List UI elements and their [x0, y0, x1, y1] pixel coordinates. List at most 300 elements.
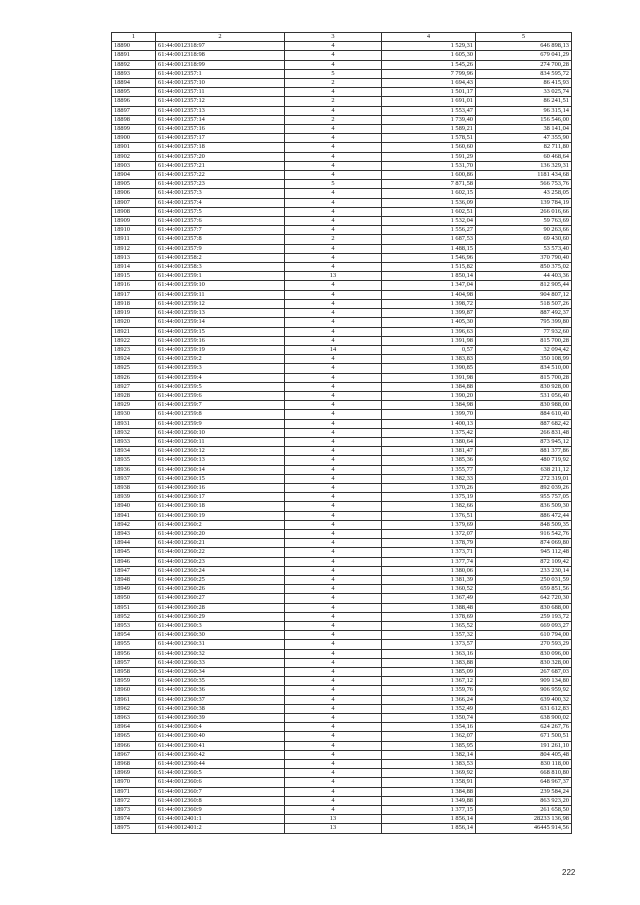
- class-cell: 4: [285, 382, 382, 391]
- value-cell: 830 096,00: [476, 649, 572, 658]
- row-number-cell: 18899: [112, 125, 156, 134]
- value-cell: 518 507,26: [476, 299, 572, 308]
- value-cell: 638 211,12: [476, 465, 572, 474]
- row-number-cell: 18969: [112, 769, 156, 778]
- cadastral-number-cell: 61:44:0012360:37: [156, 695, 285, 704]
- class-cell: 4: [285, 732, 382, 741]
- cadastral-number-cell: 61:44:0012357:13: [156, 106, 285, 115]
- area-cell: 1 380,64: [382, 437, 476, 446]
- cadastral-number-cell: 61:44:0012359:9: [156, 419, 285, 428]
- value-cell: 887 492,37: [476, 309, 572, 318]
- class-cell: 4: [285, 548, 382, 557]
- value-cell: 90 263,66: [476, 226, 572, 235]
- table-row: [112, 668, 572, 677]
- row-number-cell: 18906: [112, 189, 156, 198]
- value-cell: 668 810,80: [476, 769, 572, 778]
- area-cell: 1 399,70: [382, 410, 476, 419]
- row-number-cell: 18943: [112, 529, 156, 538]
- row-number-cell: 18907: [112, 198, 156, 207]
- row-number-cell: 18891: [112, 51, 156, 60]
- class-cell: 4: [285, 60, 382, 69]
- value-cell: 955 757,05: [476, 493, 572, 502]
- table-row: [112, 391, 572, 400]
- table-row: [112, 575, 572, 584]
- cadastral-number-cell: 61:44:0012360:40: [156, 732, 285, 741]
- value-cell: 53 573,40: [476, 244, 572, 253]
- area-cell: 1 369,92: [382, 769, 476, 778]
- class-cell: 4: [285, 355, 382, 364]
- cadastral-number-cell: 61:44:0012359:8: [156, 410, 285, 419]
- value-cell: 916 542,76: [476, 529, 572, 538]
- column-header-cadastral-number: 2: [156, 33, 285, 42]
- value-cell: 32 094,42: [476, 345, 572, 354]
- value-cell: 906 959,92: [476, 686, 572, 695]
- table-row: [112, 272, 572, 281]
- row-number-cell: 18898: [112, 115, 156, 124]
- row-number-cell: 18931: [112, 419, 156, 428]
- value-cell: 671 500,51: [476, 732, 572, 741]
- area-cell: 1 381,39: [382, 575, 476, 584]
- row-number-cell: 18965: [112, 732, 156, 741]
- class-cell: 4: [285, 226, 382, 235]
- value-cell: 646 898,13: [476, 42, 572, 51]
- row-number-cell: 18957: [112, 658, 156, 667]
- table-row: [112, 566, 572, 575]
- row-number-cell: 18896: [112, 97, 156, 106]
- class-cell: 4: [285, 281, 382, 290]
- class-cell: 4: [285, 796, 382, 805]
- table-row: [112, 603, 572, 612]
- row-number-cell: 18962: [112, 704, 156, 713]
- class-cell: 4: [285, 253, 382, 262]
- class-cell: 4: [285, 714, 382, 723]
- class-cell: 4: [285, 760, 382, 769]
- area-cell: 1 381,47: [382, 447, 476, 456]
- class-cell: 4: [285, 557, 382, 566]
- class-cell: 4: [285, 198, 382, 207]
- value-cell: 872 109,42: [476, 557, 572, 566]
- value-cell: 648 967,37: [476, 778, 572, 787]
- value-cell: 904 807,12: [476, 290, 572, 299]
- cadastral-number-cell: 61:44:0012360:28: [156, 603, 285, 612]
- row-number-cell: 18967: [112, 750, 156, 759]
- page-number: 222: [562, 868, 576, 877]
- value-cell: 43 258,05: [476, 189, 572, 198]
- area-cell: 1 378,69: [382, 612, 476, 621]
- class-cell: 4: [285, 318, 382, 327]
- cadastral-number-cell: 61:44:0012401:2: [156, 824, 285, 833]
- value-cell: 848 509,35: [476, 520, 572, 529]
- area-cell: 1 378,79: [382, 539, 476, 548]
- cadastral-number-cell: 61:44:0012359:6: [156, 391, 285, 400]
- cadastral-number-cell: 61:44:0012360:38: [156, 704, 285, 713]
- cadastral-number-cell: 61:44:0012357:11: [156, 88, 285, 97]
- cadastral-number-cell: 61:44:0012357:5: [156, 207, 285, 216]
- table-row: [112, 649, 572, 658]
- class-cell: 4: [285, 483, 382, 492]
- table-row: [112, 125, 572, 134]
- class-cell: 4: [285, 336, 382, 345]
- row-number-cell: 18953: [112, 622, 156, 631]
- class-cell: 4: [285, 428, 382, 437]
- row-number-cell: 18964: [112, 723, 156, 732]
- area-cell: 0,57: [382, 345, 476, 354]
- cadastral-number-cell: 61:44:0012357:9: [156, 244, 285, 253]
- cadastral-number-cell: 61:44:0012359:16: [156, 336, 285, 345]
- value-cell: 638 900,02: [476, 714, 572, 723]
- cadastral-number-cell: 61:44:0012359:1: [156, 272, 285, 281]
- cadastral-number-cell: 61:44:0012357:10: [156, 79, 285, 88]
- row-number-cell: 18940: [112, 502, 156, 511]
- area-cell: 1 488,15: [382, 244, 476, 253]
- area-cell: 1 405,30: [382, 318, 476, 327]
- table-row: [112, 281, 572, 290]
- row-number-cell: 18909: [112, 217, 156, 226]
- column-header-value: 5: [476, 33, 572, 42]
- class-cell: 4: [285, 290, 382, 299]
- row-number-cell: 18908: [112, 207, 156, 216]
- table-row: [112, 253, 572, 262]
- row-number-cell: 18920: [112, 318, 156, 327]
- area-cell: 1 357,32: [382, 631, 476, 640]
- area-cell: 1 602,15: [382, 189, 476, 198]
- row-number-cell: 18955: [112, 640, 156, 649]
- row-number-cell: 18918: [112, 299, 156, 308]
- table-row: [112, 529, 572, 538]
- value-cell: 69 430,60: [476, 235, 572, 244]
- class-cell: 4: [285, 695, 382, 704]
- value-cell: 812 905,44: [476, 281, 572, 290]
- value-cell: 86 415,93: [476, 79, 572, 88]
- value-cell: 815 700,28: [476, 336, 572, 345]
- row-number-cell: 18923: [112, 345, 156, 354]
- row-number-cell: 18921: [112, 327, 156, 336]
- cadastral-number-cell: 61:44:0012360:16: [156, 483, 285, 492]
- value-cell: 46445 914,56: [476, 824, 572, 833]
- row-number-cell: 18954: [112, 631, 156, 640]
- cadastral-number-cell: 61:44:0012357:1: [156, 69, 285, 78]
- value-cell: 267 687,03: [476, 668, 572, 677]
- area-cell: 1 384,88: [382, 787, 476, 796]
- cadastral-number-cell: 61:44:0012360:39: [156, 714, 285, 723]
- class-cell: 13: [285, 824, 382, 833]
- cadastral-number-cell: 61:44:0012360:4: [156, 723, 285, 732]
- row-number-cell: 18928: [112, 391, 156, 400]
- table-row: [112, 437, 572, 446]
- value-cell: 795 399,80: [476, 318, 572, 327]
- row-number-cell: 18925: [112, 364, 156, 373]
- row-number-cell: 18952: [112, 612, 156, 621]
- row-number-cell: 18936: [112, 465, 156, 474]
- row-number-cell: 18916: [112, 281, 156, 290]
- cadastral-number-cell: 61:44:0012357:20: [156, 152, 285, 161]
- value-cell: 642 720,30: [476, 594, 572, 603]
- table-row: [112, 769, 572, 778]
- value-cell: 881 377,86: [476, 447, 572, 456]
- cadastral-number-cell: 61:44:0012360:25: [156, 575, 285, 584]
- cadastral-number-cell: 61:44:0012359:19: [156, 345, 285, 354]
- cadastral-number-cell: 61:44:0012360:26: [156, 585, 285, 594]
- area-cell: 1 515,82: [382, 263, 476, 272]
- column-header-class: 3: [285, 33, 382, 42]
- class-cell: 4: [285, 806, 382, 815]
- class-cell: 4: [285, 677, 382, 686]
- class-cell: 4: [285, 622, 382, 631]
- class-cell: 4: [285, 704, 382, 713]
- row-number-cell: 18929: [112, 401, 156, 410]
- cadastral-number-cell: 61:44:0012360:9: [156, 806, 285, 815]
- table-row: [112, 134, 572, 143]
- table-row: [112, 180, 572, 189]
- cadastral-number-cell: 61:44:0012360:35: [156, 677, 285, 686]
- area-cell: 1 376,51: [382, 511, 476, 520]
- table-row: [112, 217, 572, 226]
- row-number-cell: 18910: [112, 226, 156, 235]
- value-cell: 77 932,60: [476, 327, 572, 336]
- table-row: [112, 171, 572, 180]
- area-cell: 1 856,14: [382, 815, 476, 824]
- table-row: [112, 244, 572, 253]
- area-cell: 1 377,74: [382, 557, 476, 566]
- class-cell: 4: [285, 787, 382, 796]
- area-cell: 1 602,51: [382, 207, 476, 216]
- row-number-cell: 18959: [112, 677, 156, 686]
- cadastral-number-cell: 61:44:0012360:22: [156, 548, 285, 557]
- area-cell: 1 850,14: [382, 272, 476, 281]
- table-row: [112, 161, 572, 170]
- row-number-cell: 18947: [112, 566, 156, 575]
- value-cell: 191 261,10: [476, 741, 572, 750]
- table-header-row: [112, 33, 572, 42]
- area-cell: 1 360,52: [382, 585, 476, 594]
- table-row: [112, 235, 572, 244]
- value-cell: 836 509,30: [476, 502, 572, 511]
- row-number-cell: 18893: [112, 69, 156, 78]
- row-number-cell: 18911: [112, 235, 156, 244]
- area-cell: 1 399,87: [382, 309, 476, 318]
- table-row: [112, 263, 572, 272]
- class-cell: 4: [285, 143, 382, 152]
- cadastral-number-cell: 61:44:0012359:13: [156, 309, 285, 318]
- area-cell: 1 347,04: [382, 281, 476, 290]
- table-row: [112, 88, 572, 97]
- value-cell: 266 831,48: [476, 428, 572, 437]
- row-number-cell: 18951: [112, 603, 156, 612]
- table-row: [112, 787, 572, 796]
- table-row: [112, 806, 572, 815]
- cadastral-number-cell: 61:44:0012359:5: [156, 382, 285, 391]
- class-cell: 4: [285, 437, 382, 446]
- value-cell: 892 039,26: [476, 483, 572, 492]
- class-cell: 4: [285, 741, 382, 750]
- class-cell: 4: [285, 207, 382, 216]
- value-cell: 830 118,00: [476, 760, 572, 769]
- class-cell: 4: [285, 161, 382, 170]
- area-cell: 1 383,53: [382, 760, 476, 769]
- area-cell: 1 367,49: [382, 594, 476, 603]
- cadastral-number-cell: 61:44:0012360:41: [156, 741, 285, 750]
- row-number-cell: 18972: [112, 796, 156, 805]
- table-row: [112, 299, 572, 308]
- value-cell: 86 241,51: [476, 97, 572, 106]
- value-cell: 28233 136,98: [476, 815, 572, 824]
- area-cell: 1 379,69: [382, 520, 476, 529]
- table-row: [112, 502, 572, 511]
- cadastral-number-cell: 61:44:0012318:99: [156, 60, 285, 69]
- row-number-cell: 18901: [112, 143, 156, 152]
- cadastral-number-cell: 61:44:0012360:36: [156, 686, 285, 695]
- cadastral-number-cell: 61:44:0012318:98: [156, 51, 285, 60]
- class-cell: 4: [285, 631, 382, 640]
- area-cell: 1 391,98: [382, 373, 476, 382]
- table-row: [112, 594, 572, 603]
- area-cell: 1 377,15: [382, 806, 476, 815]
- area-cell: 1 560,60: [382, 143, 476, 152]
- row-number-cell: 18948: [112, 575, 156, 584]
- area-cell: 1 553,47: [382, 106, 476, 115]
- table-row: [112, 493, 572, 502]
- cadastral-number-cell: 61:44:0012360:6: [156, 778, 285, 787]
- table-row: [112, 382, 572, 391]
- value-cell: 945 112,48: [476, 548, 572, 557]
- cadastral-number-cell: 61:44:0012360:31: [156, 640, 285, 649]
- area-cell: 1 545,26: [382, 60, 476, 69]
- table-row: [112, 750, 572, 759]
- cadastral-number-cell: 61:44:0012360:7: [156, 787, 285, 796]
- value-cell: 887 682,42: [476, 419, 572, 428]
- cadastral-number-cell: 61:44:0012360:23: [156, 557, 285, 566]
- class-cell: 4: [285, 539, 382, 548]
- class-cell: 4: [285, 125, 382, 134]
- table-row: [112, 732, 572, 741]
- row-number-cell: 18927: [112, 382, 156, 391]
- value-cell: 669 093,27: [476, 622, 572, 631]
- class-cell: 4: [285, 217, 382, 226]
- area-cell: 1 358,91: [382, 778, 476, 787]
- row-number-cell: 18945: [112, 548, 156, 557]
- row-number-cell: 18900: [112, 134, 156, 143]
- table-row: [112, 815, 572, 824]
- cadastral-number-cell: 61:44:0012401:1: [156, 815, 285, 824]
- row-number-cell: 18930: [112, 410, 156, 419]
- value-cell: 233 230,14: [476, 566, 572, 575]
- value-cell: 156 546,00: [476, 115, 572, 124]
- value-cell: 909 134,80: [476, 677, 572, 686]
- value-cell: 639 400,32: [476, 695, 572, 704]
- cadastral-number-cell: 61:44:0012360:29: [156, 612, 285, 621]
- cadastral-number-cell: 61:44:0012359:14: [156, 318, 285, 327]
- table-row: [112, 704, 572, 713]
- table-row: [112, 585, 572, 594]
- area-cell: 1 529,31: [382, 42, 476, 51]
- table-row: [112, 658, 572, 667]
- row-number-cell: 18974: [112, 815, 156, 824]
- cadastral-number-cell: 61:44:0012359:4: [156, 373, 285, 382]
- area-cell: 1 856,14: [382, 824, 476, 833]
- area-cell: 1 694,43: [382, 79, 476, 88]
- row-number-cell: 18913: [112, 253, 156, 262]
- value-cell: 886 472,44: [476, 511, 572, 520]
- row-number-cell: 18941: [112, 511, 156, 520]
- cadastral-number-cell: 61:44:0012360:18: [156, 502, 285, 511]
- area-cell: 1 382,14: [382, 750, 476, 759]
- table-row: [112, 290, 572, 299]
- row-number-cell: 18958: [112, 668, 156, 677]
- value-cell: 815 700,28: [476, 373, 572, 382]
- value-cell: 38 141,04: [476, 125, 572, 134]
- cadastral-number-cell: 61:44:0012357:21: [156, 161, 285, 170]
- class-cell: 4: [285, 502, 382, 511]
- table-row: [112, 106, 572, 115]
- class-cell: 13: [285, 272, 382, 281]
- area-cell: 1 375,42: [382, 428, 476, 437]
- row-number-cell: 18917: [112, 290, 156, 299]
- class-cell: 4: [285, 171, 382, 180]
- row-number-cell: 18970: [112, 778, 156, 787]
- cadastral-number-cell: 61:44:0012360:13: [156, 456, 285, 465]
- value-cell: 830 328,00: [476, 658, 572, 667]
- table-row: [112, 345, 572, 354]
- area-cell: 1 501,17: [382, 88, 476, 97]
- area-cell: 1 600,86: [382, 171, 476, 180]
- class-cell: 4: [285, 51, 382, 60]
- area-cell: 1 355,77: [382, 465, 476, 474]
- row-number-cell: 18937: [112, 474, 156, 483]
- area-cell: 1 687,53: [382, 235, 476, 244]
- row-number-cell: 18933: [112, 437, 156, 446]
- class-cell: 4: [285, 723, 382, 732]
- cadastral-number-cell: 61:44:0012360:24: [156, 566, 285, 575]
- area-cell: 1 400,13: [382, 419, 476, 428]
- class-cell: 4: [285, 364, 382, 373]
- row-number-cell: 18915: [112, 272, 156, 281]
- class-cell: 4: [285, 612, 382, 621]
- cadastral-number-cell: 61:44:0012360:21: [156, 539, 285, 548]
- value-cell: 624 267,76: [476, 723, 572, 732]
- cadastral-number-cell: 61:44:0012357:12: [156, 97, 285, 106]
- table-row: [112, 456, 572, 465]
- row-number-cell: 18950: [112, 594, 156, 603]
- class-cell: 13: [285, 815, 382, 824]
- value-cell: 239 584,24: [476, 787, 572, 796]
- row-number-cell: 18897: [112, 106, 156, 115]
- class-cell: 5: [285, 69, 382, 78]
- table-row: [112, 741, 572, 750]
- area-cell: 1 350,74: [382, 714, 476, 723]
- row-number-cell: 18960: [112, 686, 156, 695]
- cadastral-number-cell: 61:44:0012360:17: [156, 493, 285, 502]
- value-cell: 139 784,19: [476, 198, 572, 207]
- cadastral-number-cell: 61:44:0012358:3: [156, 263, 285, 272]
- cadastral-number-cell: 61:44:0012360:34: [156, 668, 285, 677]
- class-cell: 4: [285, 750, 382, 759]
- area-cell: 1 390,20: [382, 391, 476, 400]
- class-cell: 4: [285, 391, 382, 400]
- cadastral-number-cell: 61:44:0012357:14: [156, 115, 285, 124]
- table-row: [112, 143, 572, 152]
- value-cell: 274 700,28: [476, 60, 572, 69]
- area-cell: 1 404,98: [382, 290, 476, 299]
- value-cell: 659 851,56: [476, 585, 572, 594]
- area-cell: 1 384,88: [382, 382, 476, 391]
- area-cell: 1 390,85: [382, 364, 476, 373]
- row-number-cell: 18902: [112, 152, 156, 161]
- table-row: [112, 557, 572, 566]
- area-cell: 1 396,63: [382, 327, 476, 336]
- class-cell: 4: [285, 456, 382, 465]
- class-cell: 4: [285, 401, 382, 410]
- table-body: [112, 42, 572, 833]
